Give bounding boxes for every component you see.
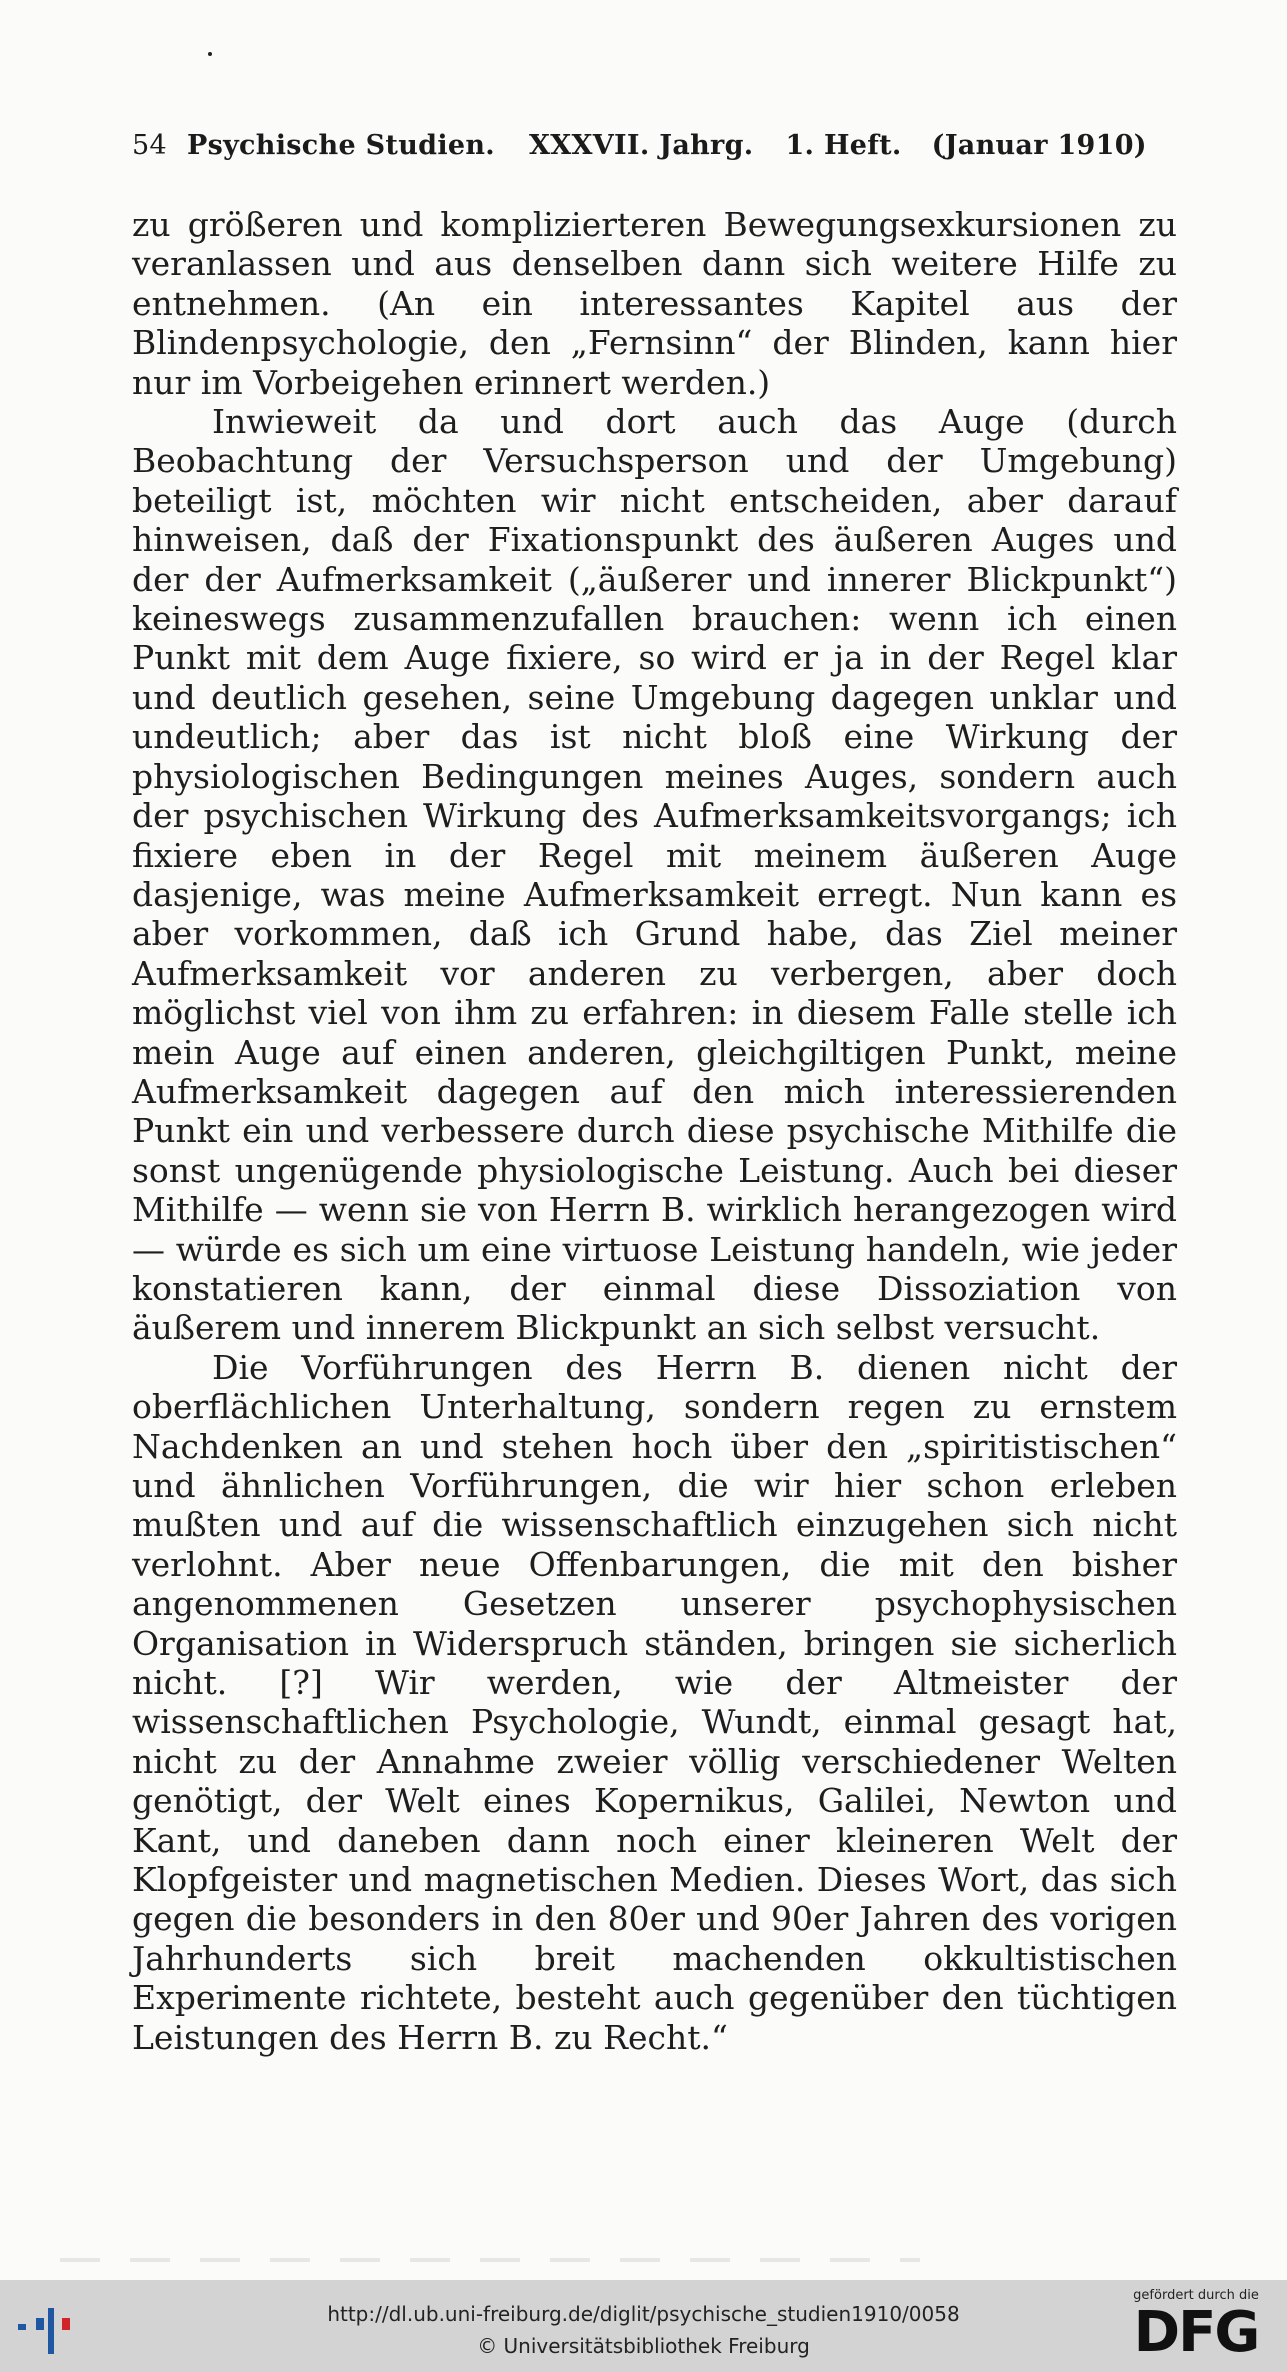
- body-text: [132, 205, 1177, 2057]
- ink-speck: [208, 52, 212, 56]
- copyright-notice: © Universitätsbibliothek Freiburg: [477, 2334, 810, 2358]
- issue-date: (Januar 1910): [931, 130, 1147, 161]
- dfg-wordmark: DFG: [1133, 2300, 1259, 2365]
- paragraph-2: Inwieweit da und dort auch das Auge (durch Beobachtung der Versuchsperson und der Umgebung) beteiligt ist, möchten wir nicht entscheiden, aber darauf hinweisen, daß der Fixationspunkt des äußeren Auges und der der Aufmerksamkeit („äußerer und innerer Blickpunkt“) keineswegs zusammenzufallen brauchen: wenn ich einen Punkt mit dem Auge fixiere, so wird er ja in der Regel klar und deutlich gesehen, seine Umgebung dagegen unklar und undeutlich; aber das ist nicht bloß eine Wirkung der physiologischen Bedingungen meines Auges, sondern auch der psychischen Wirkung des Aufmerksamkeitsvorgangs; ich fixiere eben in der Regel mit meinem äußeren Auge dasjenige, was meine Aufmerksamkeit erregt. Nun kann es aber vorkommen, daß ich Grund habe, das Ziel meiner Aufmerksamkeit vor anderen zu verbergen, aber doch möglichst viel von ihm zu erfahren: in diesem Falle stelle ich mein Auge auf einen anderen, gleichgiltigen Punkt, meine Aufmerksamkeit dagegen auf den mich interessierenden Punkt ein und verbessere durch diese psychische Mithilfe die sonst ungenügende physiologische Leistung. Auch bei dieser Mithilfe — wenn sie von Herrn B. wirklich herangezogen wird — würde es sich um eine virtuose Leistung handeln, wie jeder konstatieren kann, der einmal diese Dissoziation von äußerem und innerem Blickpunkt an sich selbst versucht.: [132, 402, 1177, 1348]
- page-number: 54: [132, 130, 167, 161]
- running-header: [132, 130, 1180, 161]
- issue-label: 1. Heft.: [785, 130, 902, 161]
- funding-note: gefördert durch die: [1133, 2288, 1259, 2303]
- volume-label: XXXVII. Jahrg.: [528, 130, 754, 161]
- dfg-logo: [1121, 2288, 1271, 2366]
- journal-title: Psychische Studien.: [186, 130, 495, 161]
- source-url[interactable]: http://dl.ub.uni-freiburg.de/diglit/psychische_studien1910/0058: [327, 2302, 960, 2326]
- viewer-footer: [0, 2280, 1287, 2372]
- paragraph-3: Die Vorführungen des Herrn B. dienen nicht der oberflächlichen Unterhaltung, sondern regen zu ernstem Nachdenken an und stehen hoch über den „spiritistischen“ und ähnlichen Vorführungen, die wir hier schon erleben mußten und auf die wissenschaftlich einzugehen sich nicht verlohnt. Aber neue Offenbarungen, die mit den bisher angenommenen Gesetzen unserer psychophysischen Organisation in Widerspruch ständen, bringen sie sicherlich nicht. [?] Wir werden, wie der Altmeister der wissenschaftlichen Psychologie, Wundt, einmal gesagt hat, nicht zu der Annahme zweier völlig verschiedener Welten genötigt, der Welt eines Kopernikus, Galilei, Newton und Kant, und daneben dann noch einer kleineren Welt der Klopfgeister und magnetischen Medien. Dieses Wort, das sich gegen die besonders in den 80er und 90er Jahren des vorigen Jahrhunderts sich breit machenden okkultistischen Experimente richtete, besteht auch gegenüber den tüchtigen Leistungen des Herrn B. zu Recht.“: [132, 1347, 1177, 2057]
- paragraph-1: zu größeren und komplizierteren Bewegungsexkursionen zu veranlassen und aus denselben dann sich weitere Hilfe zu entnehmen. (An ein interessantes Kapitel aus der Blindenpsychologie, den „Fernsinn“ der Blinden, kann hier nur im Vorbeigehen erinnert werden.): [132, 205, 1177, 402]
- bleed-through-line: [60, 2258, 920, 2262]
